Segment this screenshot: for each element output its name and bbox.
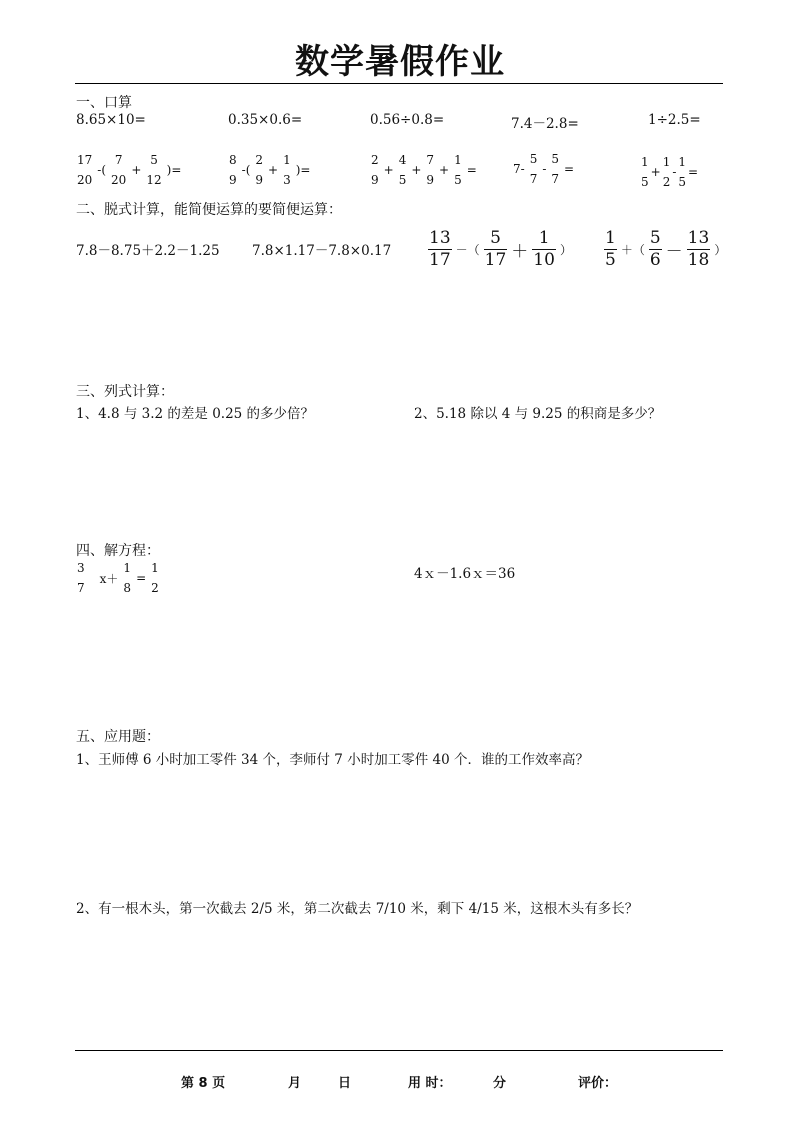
calc-item-1: 7.8－8.75＋2.2－1.25 bbox=[76, 243, 220, 259]
fraction: $\frac{13}{17}$ bbox=[429, 228, 451, 270]
section-oral-heading: 一、口算 bbox=[76, 95, 132, 111]
oral-fraction-expr-1: 17 20 -( 7 20 + 5 12 )= bbox=[77, 153, 182, 187]
fraction: $\frac{1}{5}$ bbox=[605, 228, 616, 270]
list-calc-question-1: 1、4.8 与 3.2 的差是 0.25 的多少倍？ bbox=[76, 406, 315, 422]
fraction: 1 8 bbox=[123, 561, 132, 595]
footer-rule bbox=[75, 1050, 723, 1051]
oral-item-2: 0.35×0.6= bbox=[228, 112, 303, 128]
word-problem-1: 1、王师傅 6 小时加工零件 34 个，李师付 7 小时加工零件 40 个．谁的工作效率高？ bbox=[76, 752, 589, 768]
section-word-problem-heading: 五、应用题： bbox=[76, 729, 160, 745]
fraction: 4 5 bbox=[398, 153, 407, 187]
fraction: 5 7 bbox=[551, 152, 560, 186]
section-calc-heading: 二、脱式计算，能简便运算的要简便运算： bbox=[76, 202, 342, 218]
word-problem-2: 2、有一根木头，第一次截去 2/5 米，第二次截去 7/10 米，剩下 4/15 米，这根木头有多长？ bbox=[76, 901, 639, 917]
oral-fraction-expr-4: 7- 5 7 - 5 7 = bbox=[513, 152, 575, 186]
fraction: 8 9 bbox=[229, 153, 237, 187]
calc-item-4: $\frac{1}{5}$ ＋（ $\frac{5}{6}$ － $\frac{13}{18}$ ） bbox=[605, 228, 727, 270]
fraction: 17 20 bbox=[77, 153, 93, 187]
fraction: 3 7 bbox=[77, 561, 85, 595]
footer-minutes-label: 分 bbox=[493, 1076, 507, 1091]
fraction: 1 5 bbox=[678, 155, 687, 189]
fraction: 2 9 bbox=[371, 153, 379, 187]
fraction: 5 12 bbox=[146, 153, 162, 187]
fraction: $\frac{5}{6}$ bbox=[649, 228, 661, 270]
footer-month-label: 月 bbox=[288, 1076, 302, 1091]
fraction: $\frac{13}{18}$ bbox=[687, 228, 710, 270]
fraction: 5 7 bbox=[529, 152, 538, 186]
fraction: 1 5 bbox=[641, 155, 649, 189]
list-calc-question-2: 2、5.18 除以 4 与 9.25 的积商是多少？ bbox=[414, 406, 662, 422]
calc-item-3: $\frac{13}{17}$ －（ $\frac{5}{17}$ ＋ $\frac{1}{10}$ ） bbox=[429, 228, 572, 270]
equation-1: 3 7 x＋ 1 8 = 1 2 bbox=[77, 561, 159, 595]
footer-day-label: 日 bbox=[338, 1076, 352, 1091]
oral-item-3: 0.56÷0.8= bbox=[370, 112, 445, 128]
footer-evaluation-label: 评价： bbox=[578, 1076, 618, 1091]
fraction: 2 9 bbox=[255, 153, 264, 187]
footer-time-label: 用 时： bbox=[408, 1076, 452, 1091]
fraction: 1 2 bbox=[151, 561, 159, 595]
oral-item-1: 8.65×10= bbox=[76, 112, 146, 128]
fraction: 7 9 bbox=[426, 153, 435, 187]
oral-item-5: 1÷2.5= bbox=[648, 112, 701, 128]
fraction: 1 2 bbox=[662, 155, 671, 189]
section-equation-heading: 四、解方程： bbox=[76, 543, 160, 559]
fraction: $\frac{5}{17}$ bbox=[484, 228, 507, 270]
oral-item-4: 7.4－2.8= bbox=[511, 116, 579, 132]
footer-page-number: 第 8 页 bbox=[181, 1076, 226, 1091]
equation-2: 4ｘ－1.6ｘ＝36 bbox=[414, 566, 516, 582]
fraction: 1 3 bbox=[283, 153, 291, 187]
fraction: 7 20 bbox=[111, 153, 127, 187]
fraction: $\frac{1}{10}$ bbox=[533, 228, 555, 270]
section-list-calc-heading: 三、列式计算： bbox=[76, 384, 174, 400]
oral-fraction-expr-5: 1 5 + 1 2 - 1 5 = bbox=[641, 155, 699, 189]
calc-item-2: 7.8×1.17－7.8×0.17 bbox=[252, 243, 392, 259]
oral-fraction-expr-2: 8 9 -( 2 9 + 1 3 )= bbox=[229, 153, 311, 187]
page-title: 数学暑假作业 bbox=[295, 42, 505, 82]
header-rule bbox=[75, 83, 723, 84]
fraction: 1 5 bbox=[454, 153, 462, 187]
oral-fraction-expr-3: 2 9 + 4 5 + 7 9 + 1 5 = bbox=[371, 153, 477, 187]
